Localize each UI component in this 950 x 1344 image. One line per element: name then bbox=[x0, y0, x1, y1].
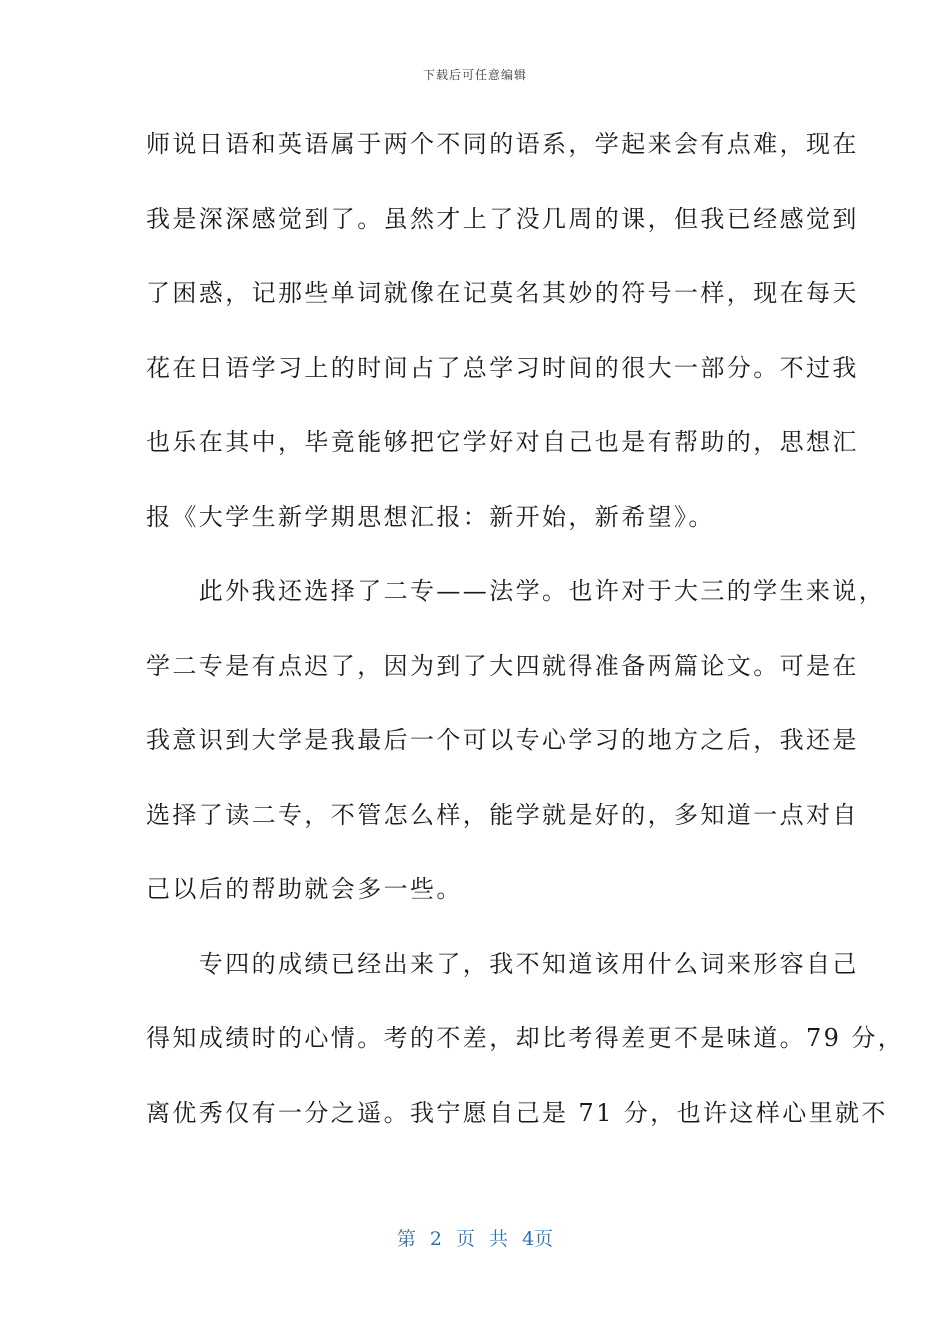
paragraph-3 bbox=[146, 938, 905, 1162]
text-line: 选择了读二专，不管怎么样，能学就是好的，多知道一点对自 bbox=[146, 800, 859, 829]
text-line: 专四的成绩已经出来了，我不知道该用什么词来形容自己 bbox=[146, 949, 859, 978]
text-line: 己以后的帮助就会多一些。 bbox=[146, 875, 463, 903]
text-line: 了困惑，记那些单词就像在记莫名其妙的符号一样，现在每天 bbox=[146, 279, 859, 307]
text-line: 师说日语和英语属于两个不同的语系，学起来会有点难，现在 bbox=[146, 130, 859, 158]
paragraph-2 bbox=[146, 565, 886, 938]
page-header: 下载后可任意编辑 bbox=[422, 68, 527, 82]
text-line: 也乐在其中，毕竟能够把它学好对自己也是有帮助的，思想汇 bbox=[146, 428, 859, 456]
text-line: 我是深深感觉到了。虽然才上了没几周的课，但我已经感觉到 bbox=[146, 204, 859, 233]
text-line: 报《大学生新学期思想汇报：新开始，新希望》。 bbox=[146, 502, 715, 531]
text-line: 此外我还选择了二专——法学。也许对于大三的学生来说， bbox=[146, 577, 886, 605]
paragraph-1 bbox=[146, 118, 859, 565]
text-line: 离优秀仅有一分之遥。我宁愿自己是 71 分，也许这样心里就不 bbox=[146, 1098, 888, 1127]
page-footer: 第 2 页 共 4页 bbox=[396, 1228, 554, 1250]
text-line: 我意识到大学是我最后一个可以专心学习的地方之后，我还是 bbox=[146, 726, 859, 754]
text-line: 得知成绩时的心情。考的不差，却比考得差更不是味道。79 分， bbox=[146, 1024, 905, 1052]
text-line: 学二专是有点迟了，因为到了大四就得准备两篇论文。可是在 bbox=[146, 651, 859, 680]
text-line: 花在日语学习上的时间占了总学习时间的很大一部分。不过我 bbox=[146, 353, 859, 382]
document-body bbox=[146, 118, 905, 1161]
